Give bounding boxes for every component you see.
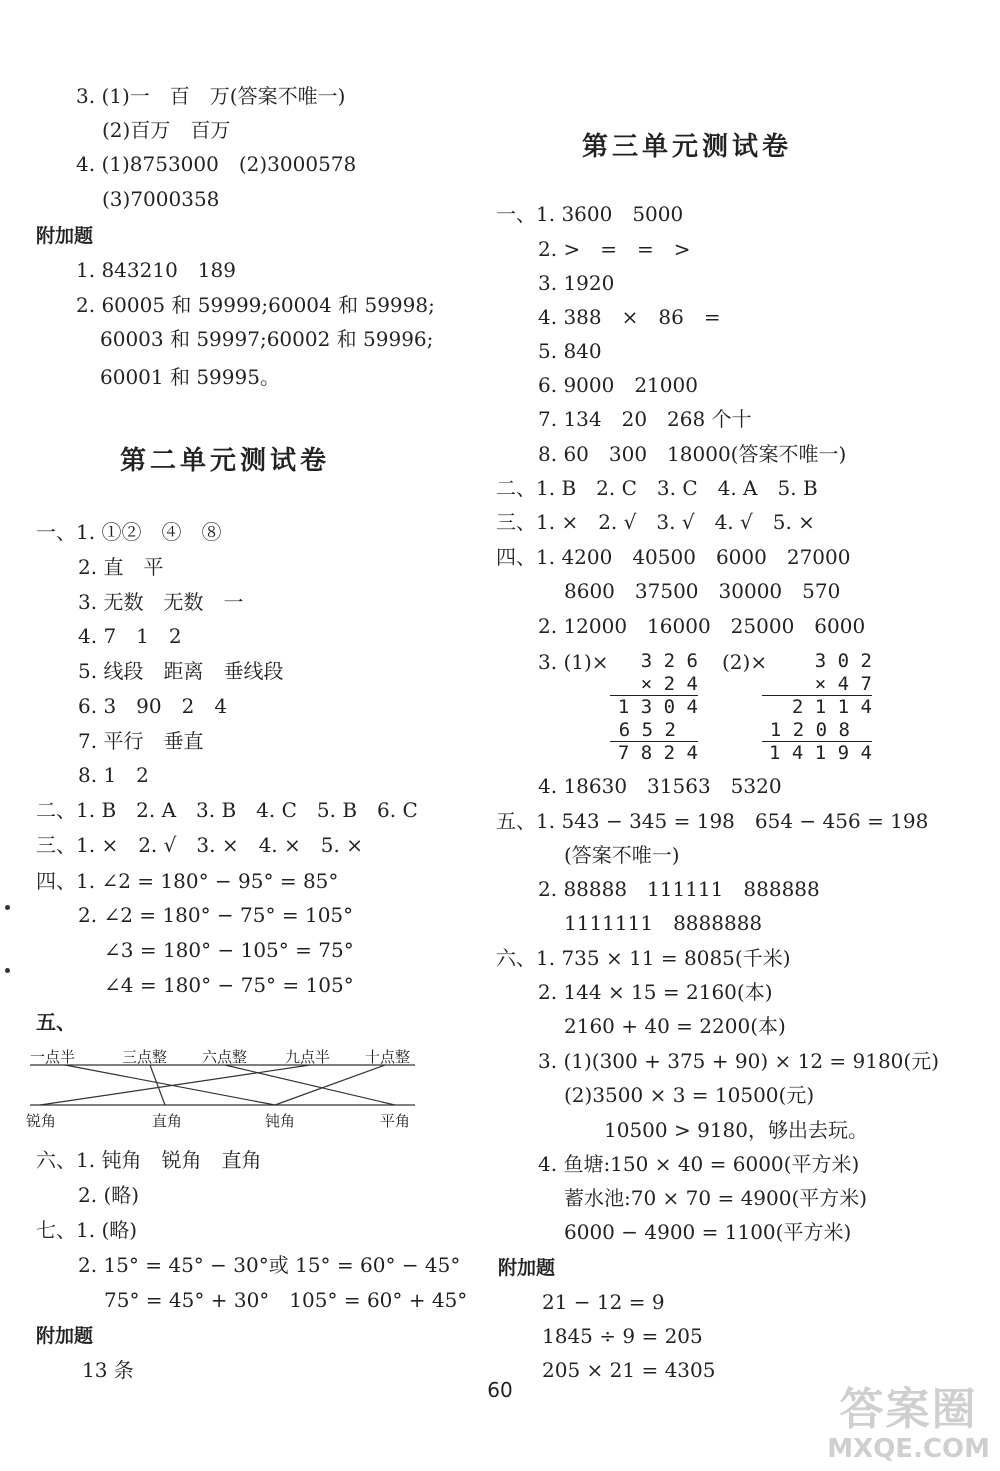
answer-line: 4. 鱼塘:150 × 40 = 6000(平方米) <box>538 1152 860 1176</box>
answer-line: 三、1. × 2. √ 3. × 4. × 5. × <box>36 833 363 857</box>
answer-line: 四、1. ∠2 = 180° − 95° = 85° <box>36 869 339 893</box>
section-title: 第二单元测试卷 <box>120 446 331 476</box>
mul-row: 6 5 2 <box>610 719 698 743</box>
section-title: 第三单元测试卷 <box>582 132 793 162</box>
watermark-text: 答案圈 <box>839 1384 978 1435</box>
answer-line: 6. 3 90 2 4 <box>78 694 228 718</box>
angle-label: 锐角 <box>26 1112 57 1130</box>
answer-line: 6. 9000 21000 <box>538 373 698 397</box>
answer-line: 3. (1)一 百 万(答案不唯一) <box>76 84 346 108</box>
answer-line: 1111111 8888888 <box>564 911 763 935</box>
mul-row: 3 2 6 <box>640 650 698 672</box>
answer-line: ∠3 = 180° − 105° = 75° <box>104 938 354 962</box>
clock-label: 十点整 <box>365 1048 411 1066</box>
answer-line: (2)百万 百万 <box>102 118 231 142</box>
answer-line: 2. 12000 16000 25000 6000 <box>538 614 866 638</box>
mul-row: 3 0 2 <box>814 650 872 672</box>
match-line <box>150 1065 165 1105</box>
answer-line: 3. (1)× <box>538 650 609 674</box>
answer-line: 2. 直 平 <box>78 555 164 579</box>
answer-line: 4. 388 × 86 = <box>538 305 721 329</box>
answer-line: 7. 平行 垂直 <box>78 729 204 753</box>
margin-dot <box>5 905 10 910</box>
extra-title: 附加题 <box>36 225 94 247</box>
answer-line: 6000 − 4900 = 1100(平方米) <box>564 1220 852 1244</box>
mul-row: 1 4 1 9 4 <box>769 742 872 764</box>
answer-line: 60003 和 59997;60002 和 59996; <box>100 327 434 351</box>
mul-row: 7 8 2 4 <box>617 742 698 764</box>
mul-row: 1 3 0 4 <box>617 696 698 718</box>
answer-line: 205 × 21 = 4305 <box>542 1358 716 1382</box>
answer-line: (答案不唯一) <box>564 843 680 867</box>
clock-label: 一点半 <box>30 1048 76 1066</box>
answer-line: (3)7000358 <box>102 187 220 211</box>
margin-dot <box>5 968 10 973</box>
answer-line: 蓄水池:70 × 70 = 4900(平方米) <box>564 1186 868 1210</box>
mul-row: × 2 4 <box>610 673 698 697</box>
answer-line: 六、1. 钝角 锐角 直角 <box>36 1148 262 1172</box>
answer-line: 三、1. × 2. √ 3. √ 4. √ 5. × <box>496 510 815 534</box>
angle-label: 直角 <box>152 1112 183 1130</box>
answer-line: 4. 18630 31563 5320 <box>538 774 782 798</box>
answer-line: ∠4 = 180° − 75° = 105° <box>104 973 354 997</box>
answer-line: 3. (1)(300 + 375 + 90) × 12 = 9180(元) <box>538 1049 940 1073</box>
answer-line: 二、1. B 2. C 3. C 4. A 5. B <box>496 476 818 500</box>
answer-line: 2160 + 40 = 2200(本) <box>564 1014 786 1038</box>
angle-label: 钝角 <box>265 1112 296 1130</box>
extra-title: 附加题 <box>36 1325 94 1347</box>
answer-line: 2. 144 × 15 = 2160(本) <box>538 980 773 1004</box>
answer-line: 10500 > 9180，够出去玩。 <box>604 1118 868 1142</box>
answer-line: 5. 840 <box>538 339 602 363</box>
answer-line: 60001 和 59995。 <box>100 365 280 389</box>
answer-line: 2. 60005 和 59999;60004 和 59998; <box>76 293 435 317</box>
answer-line: 2. (略) <box>78 1183 140 1207</box>
vertical-multiplication-2 <box>762 650 872 765</box>
answer-line: 3. 无数 无数 一 <box>78 590 244 614</box>
answer-line: 七、1. (略) <box>36 1218 138 1242</box>
answer-line: 13 条 <box>82 1358 134 1382</box>
answer-line: 21 − 12 = 9 <box>542 1290 665 1314</box>
answer-line: (2)× <box>722 650 768 674</box>
match-line <box>40 1065 310 1105</box>
answer-line: 二、1. B 2. A 3. B 4. C 5. B 6. C <box>36 798 418 822</box>
angle-matching-diagram <box>26 1043 425 1133</box>
answer-line: 一、1. 3600 5000 <box>496 202 684 226</box>
answer-line: 4. 7 1 2 <box>78 624 182 648</box>
answer-line: 五、1. 543 − 345 = 198 654 − 456 = 198 <box>496 809 929 833</box>
watermark-url: MXQE.COM <box>827 1434 990 1464</box>
answer-line: 1845 ÷ 9 = 205 <box>542 1324 703 1348</box>
answer-line: 2. > = = > <box>538 237 691 261</box>
answer-line: 2. ∠2 = 180° − 75° = 105° <box>78 903 354 927</box>
mul-row: × 4 7 <box>762 673 872 697</box>
answer-line: 7. 134 20 268 个十 <box>538 407 752 431</box>
mul-row: 2 1 1 4 <box>791 696 872 718</box>
watermark <box>827 1385 990 1463</box>
extra-title: 附加题 <box>498 1257 556 1279</box>
answer-line: 1. 843210 189 <box>76 258 236 282</box>
answer-line: 四、1. 4200 40500 6000 27000 <box>496 545 851 569</box>
clock-label: 九点半 <box>285 1048 331 1066</box>
mul-row: 1 2 0 8 <box>762 719 872 743</box>
answer-line: 8. 60 300 18000(答案不唯一) <box>538 442 847 466</box>
answer-line: (2)3500 × 3 = 10500(元) <box>564 1083 815 1107</box>
answer-line: 5. 线段 距离 垂线段 <box>78 659 284 683</box>
answer-line: 8. 1 2 <box>78 763 149 787</box>
match-line <box>65 1065 275 1105</box>
answer-line: 六、1. 735 × 11 = 8085(千米) <box>496 946 791 970</box>
page-number: 60 <box>487 1378 513 1402</box>
angle-label: 平角 <box>380 1112 411 1130</box>
answer-line: 一、1. ①② ④ ⑧ <box>36 520 222 544</box>
clock-label: 三点整 <box>122 1048 168 1066</box>
vertical-multiplication-1 <box>610 650 698 765</box>
answer-line: 五、 <box>36 1010 76 1034</box>
answer-line: 3. 1920 <box>538 271 615 295</box>
clock-label: 六点整 <box>202 1048 248 1066</box>
answer-line: 75° = 45° + 30° 105° = 60° + 45° <box>104 1288 468 1312</box>
answer-line: 2. 15° = 45° − 30°或 15° = 60° − 45° <box>78 1253 461 1277</box>
answer-line: 4. (1)8753000 (2)3000578 <box>76 152 357 176</box>
answer-line: 2. 88888 111111 888888 <box>538 877 820 901</box>
answer-line: 8600 37500 30000 570 <box>564 579 841 603</box>
